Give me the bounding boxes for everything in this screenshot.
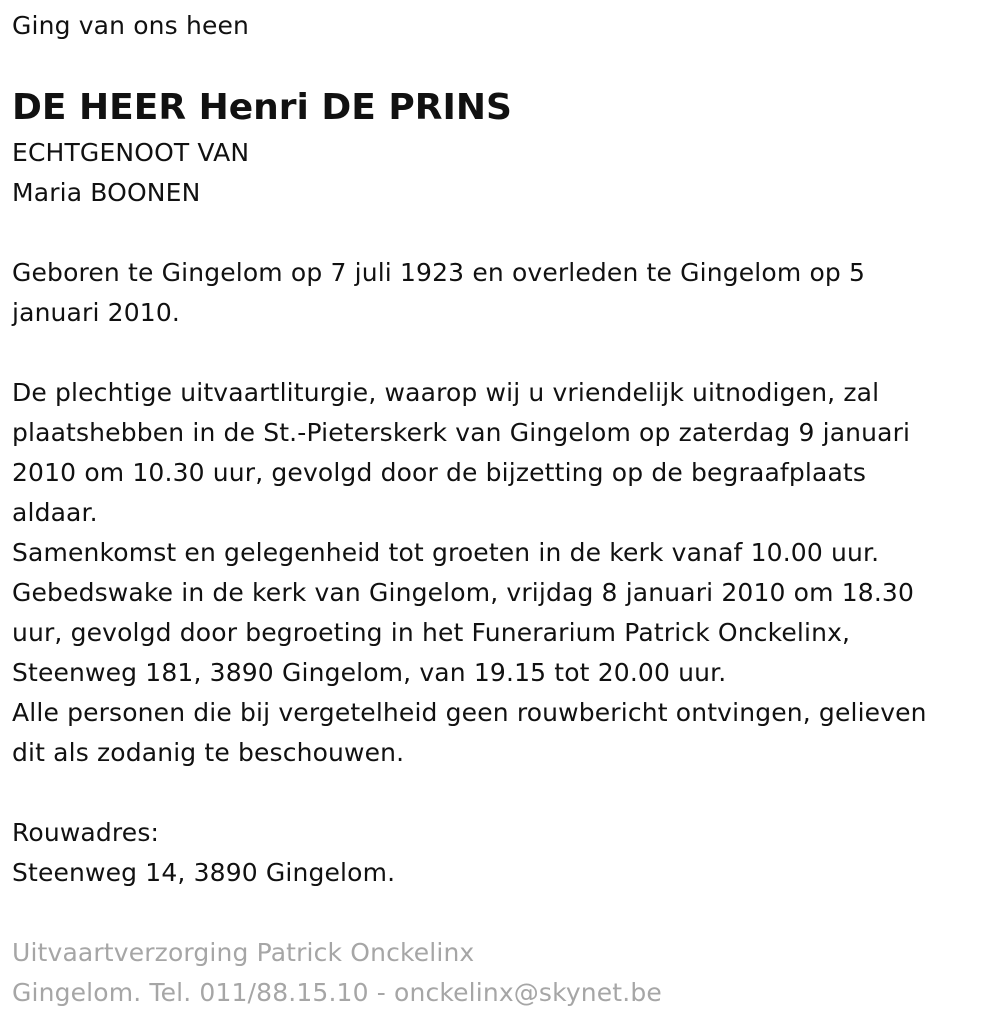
funeral-details: [12, 373, 988, 773]
funeral-line: 2010 om 10.30 uur, gevolgd door de bijzetting op de begraafplaats: [12, 458, 867, 487]
funeral-home-name: Uitvaartverzorging Patrick Onckelinx: [12, 938, 475, 967]
funeral-home-contact: Gingelom. Tel. 011/88.15.10 - onckelinx@skynet.be: [12, 978, 662, 1007]
funeral-line: Gebedswake in de kerk van Gingelom, vrijdag 8 januari 2010 om 18.30: [12, 578, 915, 607]
relation-label: ECHTGENOOT VAN: [12, 138, 250, 167]
spouse-name: Maria BOONEN: [12, 178, 201, 207]
address-label: Rouwadres:: [12, 818, 160, 847]
funeral-line: aldaar.: [12, 498, 98, 527]
funeral-line: Alle personen die bij vergetelheid geen rouwbericht ontvingen, gelieven: [12, 698, 927, 727]
funeral-line: De plechtige uitvaartliturgie, waarop wij u vriendelijk uitnodigen, zal: [12, 378, 880, 407]
funeral-line: Samenkomst en gelegenheid tot groeten in de kerk vanaf 10.00 uur.: [12, 538, 880, 567]
funeral-line: plaatshebben in de St.-Pieterskerk van Gingelom op zaterdag 9 januari: [12, 418, 911, 447]
birth-death-line: Geboren te Gingelom op 7 juli 1923 en overleden te Gingelom op 5: [12, 258, 866, 287]
funeral-line: dit als zodanig te beschouwen.: [12, 738, 405, 767]
funeral-line: Steenweg 181, 3890 Gingelom, van 19.15 tot 20.00 uur.: [12, 658, 727, 687]
spacer: [12, 773, 988, 813]
funeral-home-footer: [12, 933, 988, 1013]
spacer: [12, 333, 988, 373]
spacer: [12, 213, 988, 253]
birth-death-line: januari 2010.: [12, 298, 180, 327]
deceased-name: DE HEER Henri DE PRINS: [12, 87, 512, 128]
funeral-line: uur, gevolgd door begroeting in het Funerarium Patrick Onckelinx,: [12, 618, 851, 647]
spacer: [12, 893, 988, 933]
intro-text: Ging van ons heen: [12, 11, 249, 40]
mourning-address: Steenweg 14, 3890 Gingelom.: [12, 858, 396, 887]
